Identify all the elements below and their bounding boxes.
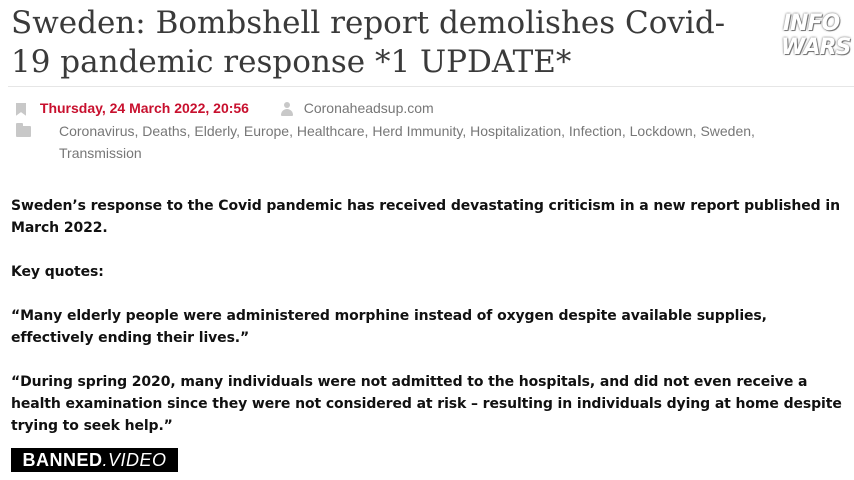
logo-line-2: WARS (781, 35, 851, 60)
quote-paragraph: “During spring 2020, many individuals were not admitted to the hospitals, and did not even receive a health examination since they were not considered at risk – resulting in individuals dying at home despite trying to seek help.” (11, 374, 842, 434)
infowars-logo (781, 11, 851, 70)
publish-date: Thursday, 24 March 2022, 20:56 (39, 100, 249, 116)
intro-paragraph: Sweden’s response to the Covid pandemic has received devastating criticism in a new report published in March 2022. (11, 198, 840, 236)
quote-paragraph: “Many elderly people were administered morphine instead of oxygen despite available supplies, effectively ending their lives.” (11, 308, 767, 346)
article-meta (16, 97, 434, 119)
user-icon (280, 102, 294, 116)
watermark-part-2: .VIDEO (102, 450, 167, 470)
bookmark-icon (16, 103, 26, 116)
watermark-part-1: BANNED (22, 450, 103, 470)
key-quotes-heading: Key quotes: (11, 264, 104, 280)
folder-icon (16, 126, 31, 137)
article-body (11, 195, 847, 459)
article-categories-row (16, 120, 816, 164)
article-title: Sweden: Bombshell report demolishes Covid-19 pandemic response *1 UPDATE* (11, 5, 726, 80)
source-link[interactable]: Coronaheadsup.com (303, 100, 434, 116)
title-divider (8, 86, 854, 87)
logo-line-1: INFO (782, 11, 840, 36)
banned-video-watermark (11, 448, 178, 472)
category-list[interactable]: Coronavirus, Deaths, Elderly, Europe, Healthcare, Herd Immunity, Hospitalization, Infection, Lockdown, Sweden, Transmission (59, 123, 755, 161)
